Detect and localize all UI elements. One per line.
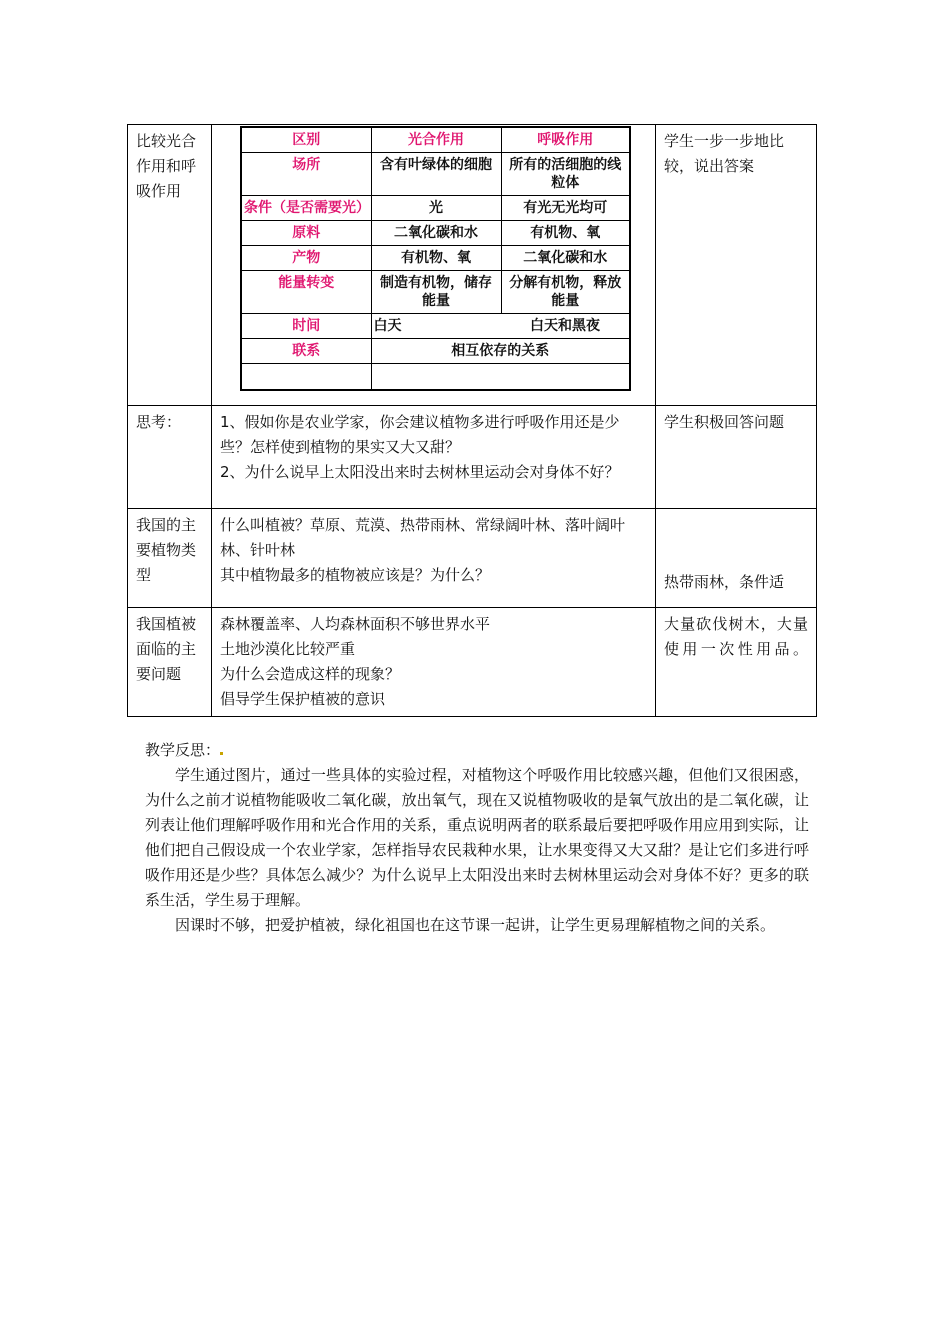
respiration-value: 分解有机物，释放能量 xyxy=(501,271,630,314)
empty-cell xyxy=(371,364,630,390)
compare-row-product xyxy=(241,246,630,271)
row-title-plant-types: 我国的主要植物类型 xyxy=(128,509,212,608)
row-label: 原料 xyxy=(241,221,371,246)
compare-row-relation xyxy=(241,339,630,364)
respiration-value: 所有的活细胞的线粒体 xyxy=(501,153,630,196)
photosynthesis-value: 二氧化碳和水 xyxy=(371,221,501,246)
row-content-problems xyxy=(212,608,656,717)
row-label: 能量转变 xyxy=(241,271,371,314)
table-row-plant-types xyxy=(128,509,817,608)
content-line: 1、假如你是农业学家，你会建议植物多进行呼吸作用还是少些？怎样使到植物的果实又大又甜？ xyxy=(220,413,620,456)
row-label: 条件（是否需要光） xyxy=(241,196,371,221)
content-line: 其中植物最多的植物被应该是？为什么？ xyxy=(220,566,491,584)
row-content-plant-types xyxy=(212,509,656,608)
relation-value: 相互依存的关系 xyxy=(371,339,630,364)
row-title-problems: 我国植被面临的主要问题 xyxy=(128,608,212,717)
row-label: 联系 xyxy=(241,339,371,364)
compare-row-condition xyxy=(241,196,630,221)
header-photosynthesis: 光合作用 xyxy=(371,127,501,153)
lesson-table xyxy=(127,124,817,717)
content-line: 2、为什么说早上太阳没出来时去树林里运动会对身体不好？ xyxy=(220,463,620,481)
respiration-value: 二氧化碳和水 xyxy=(501,246,630,271)
mark-dot xyxy=(220,752,223,755)
note-text: 热带雨林，条件适 xyxy=(664,573,785,591)
row-note-think: 学生积极回答问题 xyxy=(656,406,817,509)
photosynthesis-value: 制造有机物，储存能量 xyxy=(371,271,501,314)
compare-header-row xyxy=(241,127,630,153)
photosynthesis-value: 光 xyxy=(371,196,501,221)
row-label: 时间 xyxy=(241,314,371,339)
row-note-problems: 大量砍伐树木，大量使用一次性用品。 xyxy=(656,608,817,717)
compare-row-place xyxy=(241,153,630,196)
respiration-value: 有机物、氧 xyxy=(501,221,630,246)
content-line: 森林覆盖率、人均森林面积不够世界水平 xyxy=(220,615,491,633)
row-label: 场所 xyxy=(241,153,371,196)
photosynthesis-value: 白天 xyxy=(371,314,501,339)
row-title-think: 思考： xyxy=(128,406,212,509)
row-note-compare: 学生一步一步地比较，说出答案 xyxy=(656,125,817,406)
table-row-compare xyxy=(128,125,817,406)
table-row-problems xyxy=(128,608,817,717)
compare-row-material xyxy=(241,221,630,246)
compare-cell xyxy=(212,125,656,406)
row-title-compare: 比较光合作用和呼吸作用 xyxy=(128,125,212,406)
compare-row-empty xyxy=(241,364,630,390)
row-content-think xyxy=(212,406,656,509)
reflection-heading: 教学反思： xyxy=(145,738,809,763)
compare-table xyxy=(240,126,631,391)
reflection-paragraph: 因课时不够，把爱护植被，绿化祖国也在这节课一起讲，让学生更易理解植物之间的关系。 xyxy=(175,916,776,934)
photosynthesis-value: 有机物、氧 xyxy=(371,246,501,271)
respiration-value: 有光无光均可 xyxy=(501,196,630,221)
row-label: 产物 xyxy=(241,246,371,271)
empty-cell xyxy=(241,364,371,390)
compare-row-time xyxy=(241,314,630,339)
content-line: 土地沙漠化比较严重 xyxy=(220,640,356,658)
content-line: 什么叫植被？草原、荒漠、热带雨林、常绿阔叶林、落叶阔叶林、针叶林 xyxy=(220,516,626,559)
row-note-plant-types xyxy=(656,509,817,608)
reflection-paragraph: 学生通过图片，通过一些具体的实验过程，对植物这个呼吸作用比较感兴趣，但他们又很困惑，为什么之前才说植物能吸收二氧化碳，放出氧气，现在又说植物吸收的是氧气放出的是二氧化碳，让列表让他们理解呼吸作用和光合作用的关系，重点说明两者的联系最后要把呼吸作用应用到实际，让他们把自己假设成一个农业学家，怎样指导农民栽种水果，让水果变得又大又甜？是让它们多进行呼吸作用还是少些？具体怎么减少？为什么说早上太阳没出来时去树林里运动会对身体不好？更多的联系生活，学生易于理解。 xyxy=(145,766,809,909)
respiration-value: 白天和黑夜 xyxy=(501,314,630,339)
header-diff: 区别 xyxy=(241,127,371,153)
compare-row-energy xyxy=(241,271,630,314)
teaching-reflection xyxy=(145,738,809,938)
header-respiration: 呼吸作用 xyxy=(501,127,630,153)
content-line: 倡导学生保护植被的意识 xyxy=(220,690,386,708)
table-row-think xyxy=(128,406,817,509)
content-line: 为什么会造成这样的现象？ xyxy=(220,665,401,683)
photosynthesis-value: 含有叶绿体的细胞 xyxy=(371,153,501,196)
